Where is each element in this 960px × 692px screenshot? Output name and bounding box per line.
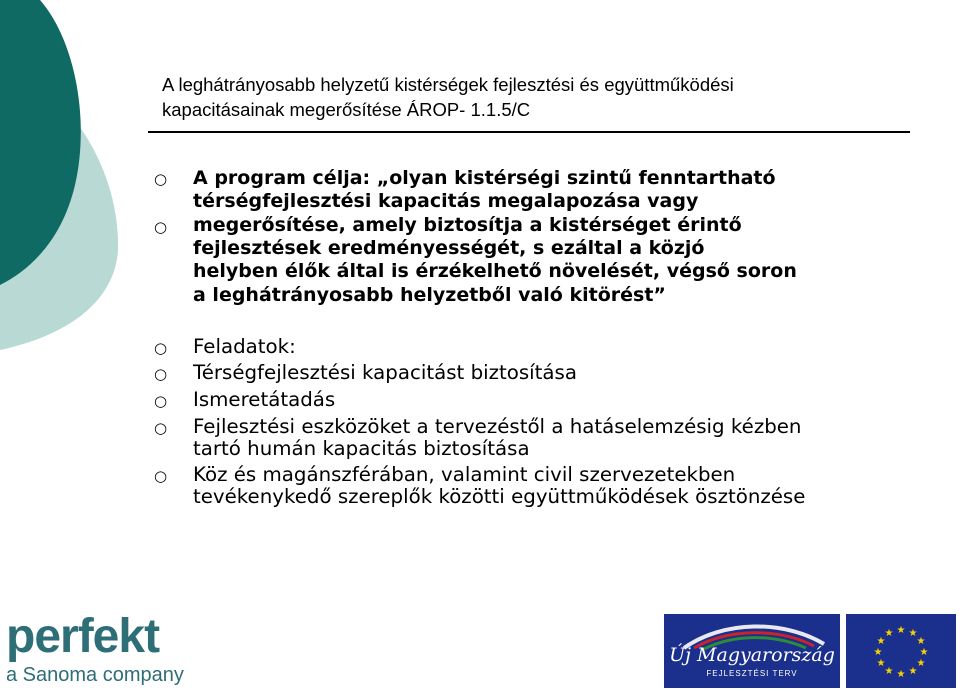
svg-text:★: ★ xyxy=(908,628,918,639)
title-divider xyxy=(148,131,910,133)
bullet-circle-icon: ○ xyxy=(154,218,168,236)
task-item-continuation: tartó humán kapacitás biztosítása xyxy=(193,437,530,460)
task-item: Köz és magánszférában, valamint civil szervezetekben xyxy=(193,463,736,486)
bullet-circle-icon: ○ xyxy=(154,392,168,410)
bullet-circle-icon: ○ xyxy=(154,170,168,188)
task-item: Térségfejlesztési kapacitást biztosítása xyxy=(193,361,577,384)
svg-text:★: ★ xyxy=(896,669,906,680)
bullet-circle-icon: ○ xyxy=(154,419,168,437)
eu-flag xyxy=(846,614,956,688)
svg-text:★: ★ xyxy=(873,647,883,658)
svg-text:★: ★ xyxy=(876,658,886,669)
goal-line: térségfejlesztési kapacitás megalapozása vagy xyxy=(193,190,699,212)
svg-text:★: ★ xyxy=(884,666,894,677)
tasks-heading: Feladatok: xyxy=(193,335,296,358)
eu-stars-icon xyxy=(846,614,956,688)
slide-title-line-1: A leghátrányosabb helyzetű kistérségek fejlesztési és együttműködési xyxy=(162,74,734,95)
uj-magyarorszag-logo xyxy=(664,614,840,688)
goal-line: a leghátrányosabb helyzetből való kitörést” xyxy=(193,284,666,306)
svg-text:★: ★ xyxy=(916,658,926,669)
task-item: Fejlesztési eszközöket a tervezéstől a hatáselemzésig kézben xyxy=(193,415,802,438)
task-item: Ismeretátadás xyxy=(193,388,336,411)
decorative-corner-shapes xyxy=(0,0,140,360)
svg-text:★: ★ xyxy=(896,625,906,636)
slide-title xyxy=(162,72,922,122)
svg-text:★: ★ xyxy=(876,636,886,647)
task-item-continuation: tevékenykedő szereplők közötti együttműködések ösztönzése xyxy=(193,485,806,508)
goal-line: A program célja: „olyan kistérségi szintű fenntartható xyxy=(193,167,776,189)
perfekt-logo xyxy=(6,610,184,687)
uj-magyarorszag-name: Új Magyarország xyxy=(669,644,835,666)
goal-line: helyben élők által is érzékelhető növelését, végső soron xyxy=(193,260,797,282)
bullet-circle-icon: ○ xyxy=(154,339,168,357)
perfekt-logo-subtitle: a Sanoma company xyxy=(6,664,184,686)
slide-title-line-2: kapacitásainak megerősítése ÁROP- 1.1.5/C xyxy=(162,99,531,120)
perfekt-logo-word: perfekt xyxy=(6,610,160,663)
bullet-circle-icon: ○ xyxy=(154,467,168,485)
svg-text:★: ★ xyxy=(919,647,929,658)
svg-text:★: ★ xyxy=(884,628,894,639)
uj-magyarorszag-subtitle: FEJLESZTÉSI TERV xyxy=(706,669,798,678)
svg-text:★: ★ xyxy=(916,636,926,647)
bullet-circle-icon: ○ xyxy=(154,365,168,383)
goal-line: megerősítése, amely biztosítja a kistérséget érintő xyxy=(193,214,742,236)
svg-text:★: ★ xyxy=(908,666,918,677)
goal-line: fejlesztések eredményességét, s ezáltal a közjó xyxy=(193,237,705,259)
